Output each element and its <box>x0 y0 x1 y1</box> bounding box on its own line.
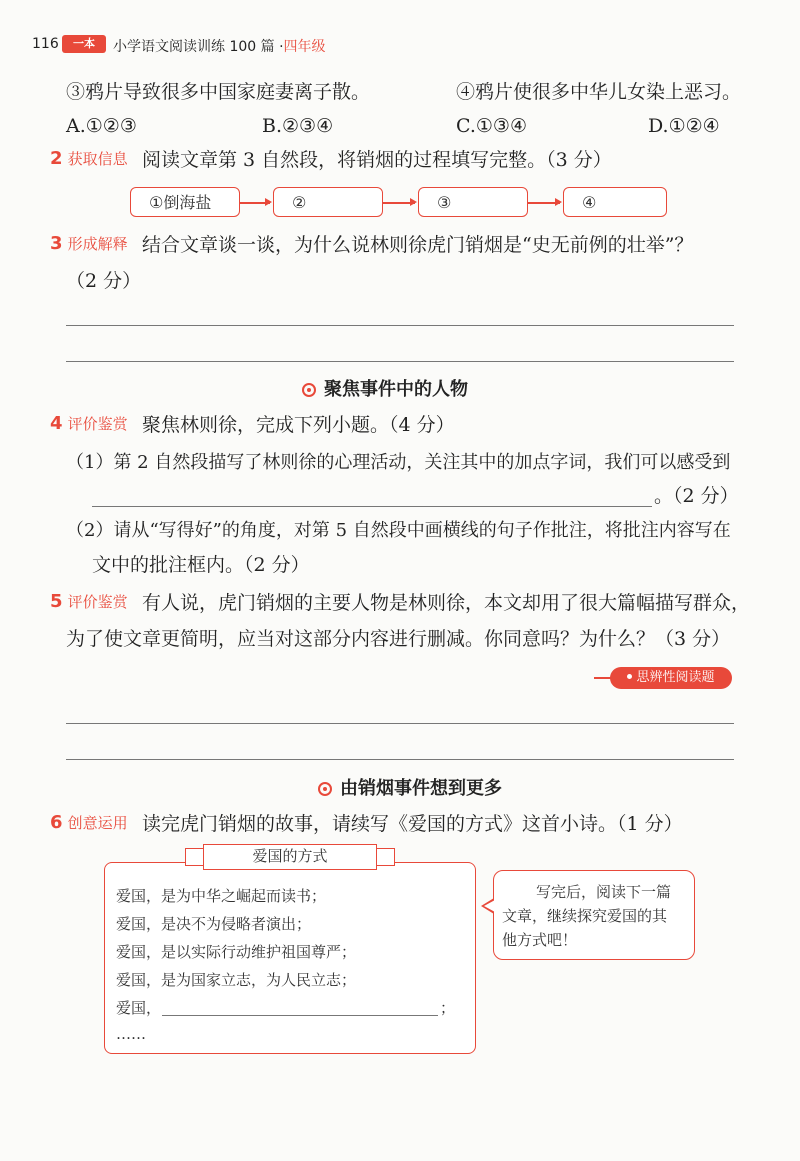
q5-answer-line-2[interactable] <box>66 759 734 760</box>
option-4: ④鸦片使很多中华儿女染上恶习。 <box>456 81 742 103</box>
brand-logo: 一本 <box>62 35 106 53</box>
q6-number: 6 <box>50 812 63 833</box>
critical-reading-badge <box>610 667 732 689</box>
q6-header <box>50 812 128 833</box>
poem-ellipsis: …… <box>116 1025 146 1043</box>
target-icon <box>302 383 316 397</box>
q5-answer-line-1[interactable] <box>66 723 734 724</box>
q3-text: 结合文章谈一谈，为什么说林则徐虎门销烟是“史无前例的壮举”？ <box>142 234 694 256</box>
poem-title-ribbon <box>185 844 395 870</box>
choice-c[interactable]: C.①③④ <box>456 115 527 137</box>
q5-tag: 评价鉴赏 <box>67 593 128 611</box>
poem-line-4: 爱国，是为国家立志，为人民立志； <box>116 971 357 989</box>
section-heading-characters <box>302 375 468 401</box>
q3-number: 3 <box>50 233 63 254</box>
q4-sub2-line2: 文中的批注框内。（2 分） <box>92 554 310 576</box>
tip-line-3: 他方式吧！ <box>502 931 578 949</box>
poem-line-1: 爱国，是为中华之崛起而读书； <box>116 887 327 905</box>
badge-label: 思辨性阅读题 <box>636 670 715 685</box>
poem-blank-suffix: ； <box>440 999 456 1017</box>
q4-sub1-answer-line[interactable] <box>92 506 652 507</box>
poem-line-3: 爱国，是以实际行动维护祖国尊严； <box>116 943 357 961</box>
q5-line1: 有人说，虎门销烟的主要人物是林则徐，本文却用了很大篇幅描写群众， <box>142 592 751 614</box>
q4-sub2-line1: （2）请从“写得好”的角度，对第 5 自然段中画横线的句子作批注，将批注内容写在 <box>66 520 731 541</box>
poem-blank-line[interactable] <box>162 1015 438 1016</box>
flow-arrow-3 <box>528 202 560 204</box>
q4-sub1-score: 。（2 分） <box>654 485 739 507</box>
q6-text: 读完虎门销烟的故事，请续写《爱国的方式》这首小诗。（1 分） <box>142 813 683 835</box>
choice-b[interactable]: B.②③④ <box>262 115 334 137</box>
q4-number: 4 <box>50 413 63 434</box>
q2-header <box>50 148 128 169</box>
flow-step-3[interactable]: ③ <box>418 187 528 217</box>
option-3: ③鸦片导致很多中国家庭妻离子散。 <box>66 81 371 103</box>
q2-tag: 获取信息 <box>67 150 128 168</box>
section-title: 聚焦事件中的人物 <box>324 379 468 400</box>
book-title-text: 小学语文阅读训练 100 篇 · <box>113 39 284 55</box>
q5-header <box>50 591 128 612</box>
poem-line-2: 爱国，是决不为侵略者演出； <box>116 915 312 933</box>
q3-score: （2 分） <box>66 270 142 292</box>
page-number: 116 <box>32 36 59 52</box>
q2-number: 2 <box>50 148 63 169</box>
q6-tag: 创意运用 <box>67 814 128 832</box>
q4-header <box>50 413 128 434</box>
q5-line2: 为了使文章更简明，应当对这部分内容进行删减。你同意吗？为什么？（3 分） <box>66 628 731 650</box>
section-heading-more <box>318 774 502 800</box>
tip-line-1: 写完后，阅读下一篇 <box>536 883 672 901</box>
grade-label: 四年级 <box>283 39 326 55</box>
tip-pointer-inner <box>484 900 495 912</box>
poem-blank-prefix: 爱国， <box>116 999 162 1017</box>
flow-arrow-2 <box>383 202 415 204</box>
q5-number: 5 <box>50 591 63 612</box>
q2-text: 阅读文章第 3 自然段，将销烟的过程填写完整。（3 分） <box>142 149 612 171</box>
q4-text: 聚焦林则徐，完成下列小题。（4 分） <box>142 414 455 436</box>
section-title: 由销烟事件想到更多 <box>340 778 502 799</box>
target-icon <box>318 782 332 796</box>
q3-header <box>50 233 128 254</box>
choice-d[interactable]: D.①②④ <box>648 115 720 137</box>
tip-line-2: 文章，继续探究爱国的其 <box>502 907 668 925</box>
poem-title: 爱国的方式 <box>203 844 377 870</box>
q3-answer-line-1[interactable] <box>66 325 734 326</box>
flow-step-4[interactable]: ④ <box>563 187 667 217</box>
flow-step-1: ①倒海盐 <box>130 187 240 217</box>
flow-arrow-1 <box>240 202 270 204</box>
q3-answer-line-2[interactable] <box>66 361 734 362</box>
q4-tag: 评价鉴赏 <box>67 415 128 433</box>
book-title <box>113 36 326 56</box>
flow-step-2[interactable]: ② <box>273 187 383 217</box>
badge-dot-icon <box>627 674 632 679</box>
choice-a[interactable]: A.①②③ <box>66 115 137 137</box>
q3-tag: 形成解释 <box>67 235 128 253</box>
q4-sub1: （1）第 2 自然段描写了林则徐的心理活动，关注其中的加点字词，我们可以感受到 <box>66 452 731 473</box>
